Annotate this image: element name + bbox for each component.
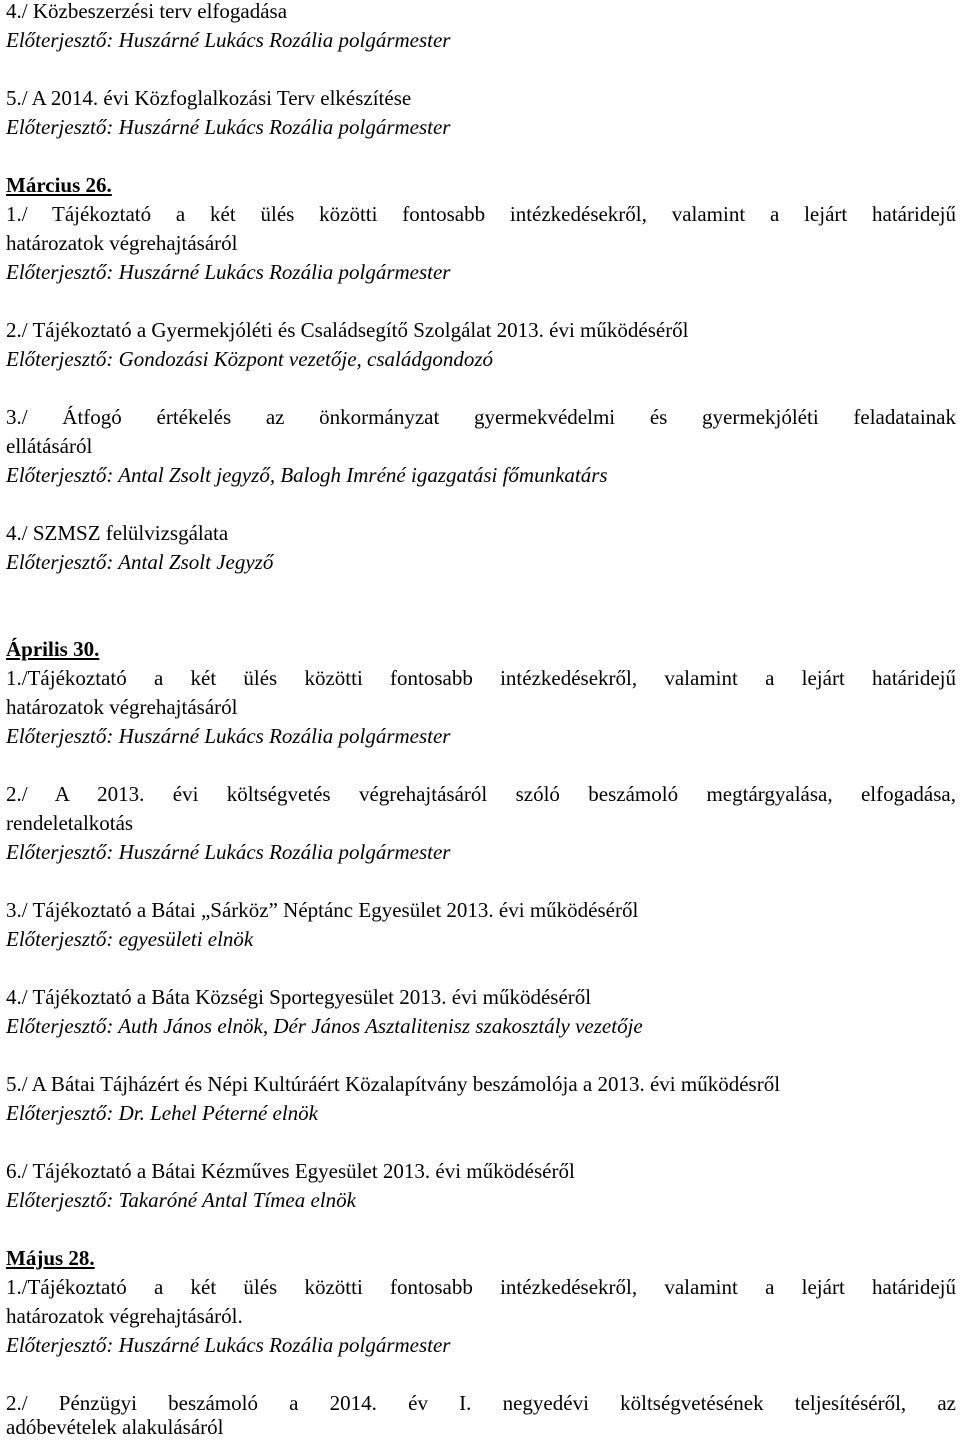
agenda-item-presenter: Előterjesztő: Antal Zsolt Jegyző [6,550,274,574]
section-heading-aprilis: Április 30. [6,637,100,661]
agenda-item-title: 3./ Tájékoztató a Bátai „Sárköz” Néptánc Egyesület 2013. évi működéséről [6,898,639,922]
agenda-item-title: 1./Tájékoztató a két ülés közötti fontosabb intézkedésekről, valamint a lejárt határidejű [6,666,956,690]
agenda-item-title: 5./ A Bátai Tájházért és Népi Kultúráért Közalapítvány beszámolója a 2013. évi működésről [6,1072,781,1096]
agenda-item-presenter: Előterjesztő: Huszárné Lukács Rozália polgármester [6,260,451,284]
agenda-item-title: 4./ Tájékoztató a Báta Községi Sportegyesület 2013. évi működéséről [6,985,592,1009]
agenda-item-presenter: Előterjesztő: egyesületi elnök [6,927,254,951]
agenda-item-title: 1./Tájékoztató a két ülés közötti fontosabb intézkedésekről, valamint a lejárt határidejű [6,1275,956,1299]
agenda-item-presenter: Előterjesztő: Huszárné Lukács Rozália polgármester [6,28,451,52]
agenda-item-title-continued: határozatok végrehajtásáról. [6,1304,243,1328]
agenda-item-presenter: Előterjesztő: Antal Zsolt jegyző, Balogh Imréné igazgatási főmunkatárs [6,463,608,487]
agenda-item-presenter: Előterjesztő: Dr. Lehel Péterné elnök [6,1101,319,1125]
agenda-item-presenter: Előterjesztő: Huszárné Lukács Rozália polgármester [6,724,451,748]
agenda-item-presenter: Előterjesztő: Gondozási Központ vezetője, családgondozó [6,347,494,371]
agenda-item-title: 3./ Átfogó értékelés az önkormányzat gyermekvédelmi és gyermekjóléti feladatainak [6,405,956,429]
agenda-item-title: 5./ A 2014. évi Közfoglalkozási Terv elkészítése [6,86,412,110]
agenda-item-title: 2./ A 2013. évi költségvetés végrehajtásáról szóló beszámoló megtárgyalása, elfogadása, [6,782,956,806]
section-heading-marcius: Március 26. [6,173,112,197]
agenda-item-title-continued: rendeletalkotás [6,811,134,835]
agenda-item-presenter: Előterjesztő: Auth János elnök, Dér János Asztalitenisz szakosztály vezetője [6,1014,643,1038]
section-heading-majus: Május 28. [6,1246,95,1270]
agenda-item-presenter: Előterjesztő: Huszárné Lukács Rozália polgármester [6,840,451,864]
agenda-item-presenter: Előterjesztő: Huszárné Lukács Rozália polgármester [6,115,451,139]
agenda-item-title: 4./ Közbeszerzési terv elfogadása [6,0,288,23]
agenda-item-title: 6./ Tájékoztató a Bátai Kézműves Egyesület 2013. évi működéséről [6,1159,575,1183]
agenda-item-presenter: Előterjesztő: Huszárné Lukács Rozália polgármester [6,1333,451,1357]
agenda-item-title: 4./ SZMSZ felülvizsgálata [6,521,229,545]
agenda-item-title-continued: határozatok végrehajtásáról [6,231,238,255]
agenda-item-title-continued: adóbevételek alakulásáról [6,1415,224,1439]
agenda-item-title-continued: ellátásáról [6,434,93,458]
agenda-item-title: 2./ Tájékoztató a Gyermekjóléti és Családsegítő Szolgálat 2013. évi működéséről [6,318,689,342]
agenda-item-title: 1./ Tájékoztató a két ülés közötti fontosabb intézkedésekről, valamint a lejárt határidejű [6,202,956,226]
agenda-item-presenter: Előterjesztő: Takaróné Antal Tímea elnök [6,1188,356,1212]
agenda-item-title: 2./ Pénzügyi beszámoló a 2014. év I. negyedévi költségvetésének teljesítéséről, az [6,1391,956,1415]
agenda-item-title-continued: határozatok végrehajtásáról [6,695,238,719]
